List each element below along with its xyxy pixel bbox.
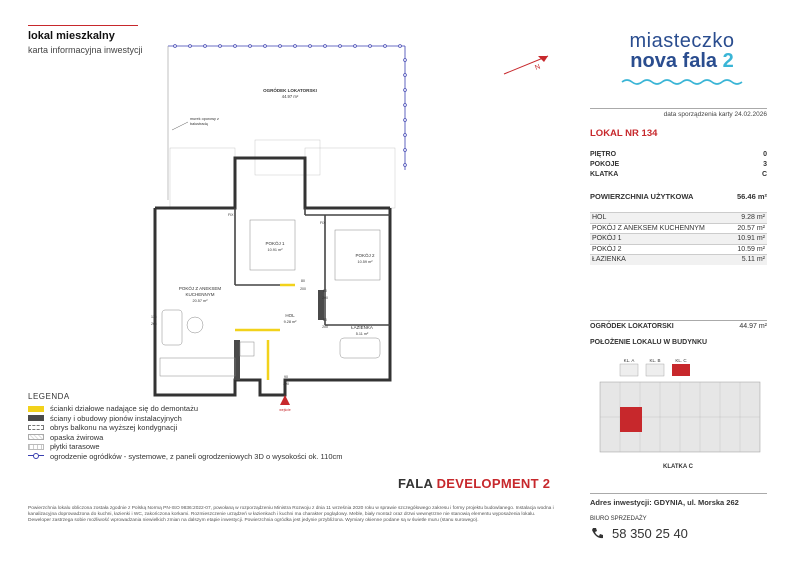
usable-area-row bbox=[590, 192, 767, 201]
stair-b-badge bbox=[646, 364, 664, 376]
phone-icon bbox=[590, 527, 604, 541]
demountable-walls bbox=[235, 285, 295, 380]
stair-b-label: KL. B bbox=[649, 358, 661, 363]
garden-fence bbox=[168, 46, 405, 170]
floor-row bbox=[590, 151, 767, 158]
rooms-value: 3 bbox=[763, 161, 767, 168]
footnote: Powierzchnia lokalu obliczona została zgodnie z Polską Normą PN-ISO 9836:2022-07, powołaną w rozporządzeniu Ministra Rozwoju z dnia 11 września 2020 roku w sprawie szczegółowego zakresu i formy projektu budowlanego. Instalacja wodna i kanalizacyjna doprowadzona do kuchni, łazienki i WC, zakończona korkami. Rozmieszczenie urządzeń w łazienkach i kuchni ma charakter poglądowy. Meble, biały montaż oraz drzwi wewnętrzne nie stanowią elementu wyposażenia lokalu. Deweloper zastrzega sobie możliwość wprowadzania niewielkich zmian na dalszym etapie inwestycji. Powierzchnia ogródka jest jedynie przybliżona. Wymiary okienne podane są w świetle muru (stanu surowego). bbox=[28, 506, 554, 524]
north-arrow-icon bbox=[500, 48, 560, 78]
legend-item bbox=[28, 423, 388, 433]
plan-dim: 80 bbox=[323, 318, 327, 322]
table-row bbox=[590, 223, 767, 234]
stair-label: KLATKA bbox=[590, 171, 619, 178]
stair-a-label: KL. A bbox=[623, 358, 635, 363]
brand-line-2 bbox=[612, 50, 752, 73]
plan-bath-name: ŁAZIENKA bbox=[351, 325, 373, 330]
header bbox=[28, 30, 143, 55]
legend-title: LEGENDA bbox=[28, 392, 70, 401]
legend-item bbox=[28, 433, 388, 443]
brand-logo bbox=[612, 30, 752, 91]
installation-wall bbox=[318, 290, 324, 320]
usable-area-label: POWIERZCHNIA UŻYTKOWA bbox=[590, 192, 694, 201]
legend-swatch bbox=[28, 415, 44, 421]
brand-line-2-text: nova fala bbox=[630, 50, 717, 72]
plan-retaining-wall2: balustradą bbox=[190, 122, 208, 126]
room-area: 10.91 m² bbox=[737, 235, 765, 242]
plan-room2-name: POKÓJ 2 bbox=[355, 253, 375, 258]
date-created: data sporządzenia karty 24.02.2026 bbox=[590, 108, 767, 118]
legend-label: ogrodzenie ogródków - systemowe, z paneli ogrodzeniowych 3D o wysokości ok. 110cm bbox=[50, 451, 343, 461]
legend-swatch bbox=[28, 406, 44, 412]
legend-item bbox=[28, 452, 388, 462]
legend-swatch bbox=[28, 425, 44, 430]
room-name: HOL bbox=[592, 214, 607, 221]
usable-area-value: 56.46 m² bbox=[736, 192, 767, 201]
legend-label: opaska żwirowa bbox=[50, 432, 104, 442]
plan-dim: FIX bbox=[320, 221, 326, 225]
brand-number: 2 bbox=[722, 50, 734, 72]
room-area: 5.11 m² bbox=[741, 256, 765, 263]
plan-kitchen-name2: KUCHENNYM bbox=[185, 292, 215, 297]
waves-icon bbox=[612, 78, 752, 86]
table-row bbox=[590, 233, 767, 244]
legend-item bbox=[28, 442, 388, 452]
room-area: 10.59 m² bbox=[737, 245, 765, 253]
table-row bbox=[590, 212, 767, 223]
legend-swatch bbox=[28, 453, 44, 459]
table-row bbox=[590, 254, 767, 265]
stair-a-badge bbox=[620, 364, 638, 376]
sales-phone[interactable] bbox=[590, 526, 688, 541]
header-accent-line bbox=[28, 25, 138, 26]
plan-room2-area: 10.59 m² bbox=[357, 260, 373, 264]
developer-name-1: FALA bbox=[398, 476, 433, 491]
plan-kitchen-name1: POKÓJ Z ANEKSEM bbox=[178, 286, 222, 291]
rooms-table bbox=[590, 212, 767, 265]
plan-garden-area: 44.97 m² bbox=[281, 94, 299, 99]
garden-area: 44.97 m² bbox=[739, 323, 767, 330]
legend-label: płytki tarasowe bbox=[50, 442, 100, 452]
plan-garden-label: OGRÓDEK LOKATORSKI bbox=[263, 88, 317, 93]
phone-number[interactable]: 58 350 25 40 bbox=[612, 526, 688, 541]
garden-row bbox=[590, 320, 767, 330]
plan-dim: 206 bbox=[151, 322, 157, 326]
plan-dim: 80 bbox=[323, 289, 327, 293]
outer-walls bbox=[155, 158, 390, 395]
terrace-tiles bbox=[170, 140, 395, 208]
unit-highlight bbox=[620, 407, 642, 432]
legend bbox=[28, 392, 388, 461]
plan-entry: wejście bbox=[279, 408, 291, 412]
plan-dim: FIX bbox=[228, 213, 234, 217]
plan-kitchen-area: 20.57 m² bbox=[192, 299, 208, 303]
plan-bath-area: 5.11 m² bbox=[355, 332, 369, 336]
stair-c-badge bbox=[672, 364, 690, 376]
room-area: 9.28 m² bbox=[741, 214, 765, 221]
sales-office-title: BIURO SPRZEDAŻY bbox=[590, 516, 647, 522]
plan-hol-area: 9.28 m² bbox=[283, 320, 297, 324]
plan-retaining-wall: murek oporowy z bbox=[190, 117, 219, 121]
room-name: POKÓJ 2 bbox=[592, 245, 622, 253]
room-area: 20.57 m² bbox=[737, 224, 765, 232]
developer-name-2: DEVELOPMENT 2 bbox=[436, 476, 551, 491]
plan-dim: 200 bbox=[322, 296, 328, 300]
address-value: GDYNIA, ul. Morska 262 bbox=[653, 498, 739, 507]
rooms-row bbox=[590, 161, 767, 168]
legend-swatch bbox=[28, 444, 44, 450]
inner-walls bbox=[235, 208, 390, 325]
legend-label: obrys balkonu na wyższej kondygnacji bbox=[50, 423, 178, 433]
room-name: POKÓJ Z ANEKSEM KUCHENNYM bbox=[592, 224, 705, 232]
legend-label: ścianki działowe nadające się do demontażu bbox=[50, 404, 199, 414]
plan-dim: 90 bbox=[284, 375, 288, 379]
room-name: ŁAZIENKA bbox=[592, 256, 626, 263]
plan-dim: 80 bbox=[301, 279, 305, 283]
plan-room1-area: 10.91 m² bbox=[267, 248, 283, 252]
building-position-map bbox=[590, 352, 767, 472]
stair-c-label: KL. C bbox=[675, 358, 687, 363]
room-name: POKÓJ 1 bbox=[592, 235, 622, 242]
floor-value: 0 bbox=[763, 151, 767, 158]
plan-dim: 135 bbox=[151, 315, 157, 319]
plan-dim: 200 bbox=[283, 382, 289, 386]
doc-type: lokal mieszkalny bbox=[28, 30, 115, 42]
rooms-label: POKOJE bbox=[590, 161, 620, 168]
garden-label: OGRÓDEK LOKATORSKI bbox=[590, 323, 674, 330]
legend-item bbox=[28, 414, 388, 424]
legend-swatch bbox=[28, 434, 44, 440]
address-label: Adres inwestycji: bbox=[590, 498, 652, 507]
stair-value: C bbox=[761, 171, 767, 178]
doc-subtype: karta informacyjna inwestycji bbox=[28, 45, 143, 55]
plan-hol-name: HOL bbox=[285, 313, 295, 318]
investment-address bbox=[590, 493, 767, 507]
stair-row bbox=[590, 171, 767, 178]
position-caption: KLATKA C bbox=[663, 464, 693, 470]
position-title: POŁOŻENIE LOKALU W BUDYNKU bbox=[590, 339, 708, 346]
plan-dim: 200 bbox=[322, 325, 328, 329]
legend-item bbox=[28, 404, 388, 414]
brand-line-1: miasteczko bbox=[629, 30, 735, 52]
table-row bbox=[590, 244, 767, 255]
floor-label: PIĘTRO bbox=[590, 151, 617, 158]
legend-label: ściany i obudowy pionów instalacyjnych bbox=[50, 413, 182, 423]
plan-dim: 200 bbox=[300, 287, 306, 291]
floor-plan bbox=[150, 40, 420, 420]
svg-text:N: N bbox=[534, 63, 542, 72]
unit-title: LOKAL NR 134 bbox=[590, 128, 658, 139]
plan-room1-name: POKÓJ 1 bbox=[265, 241, 285, 246]
developer-logo bbox=[398, 476, 550, 491]
